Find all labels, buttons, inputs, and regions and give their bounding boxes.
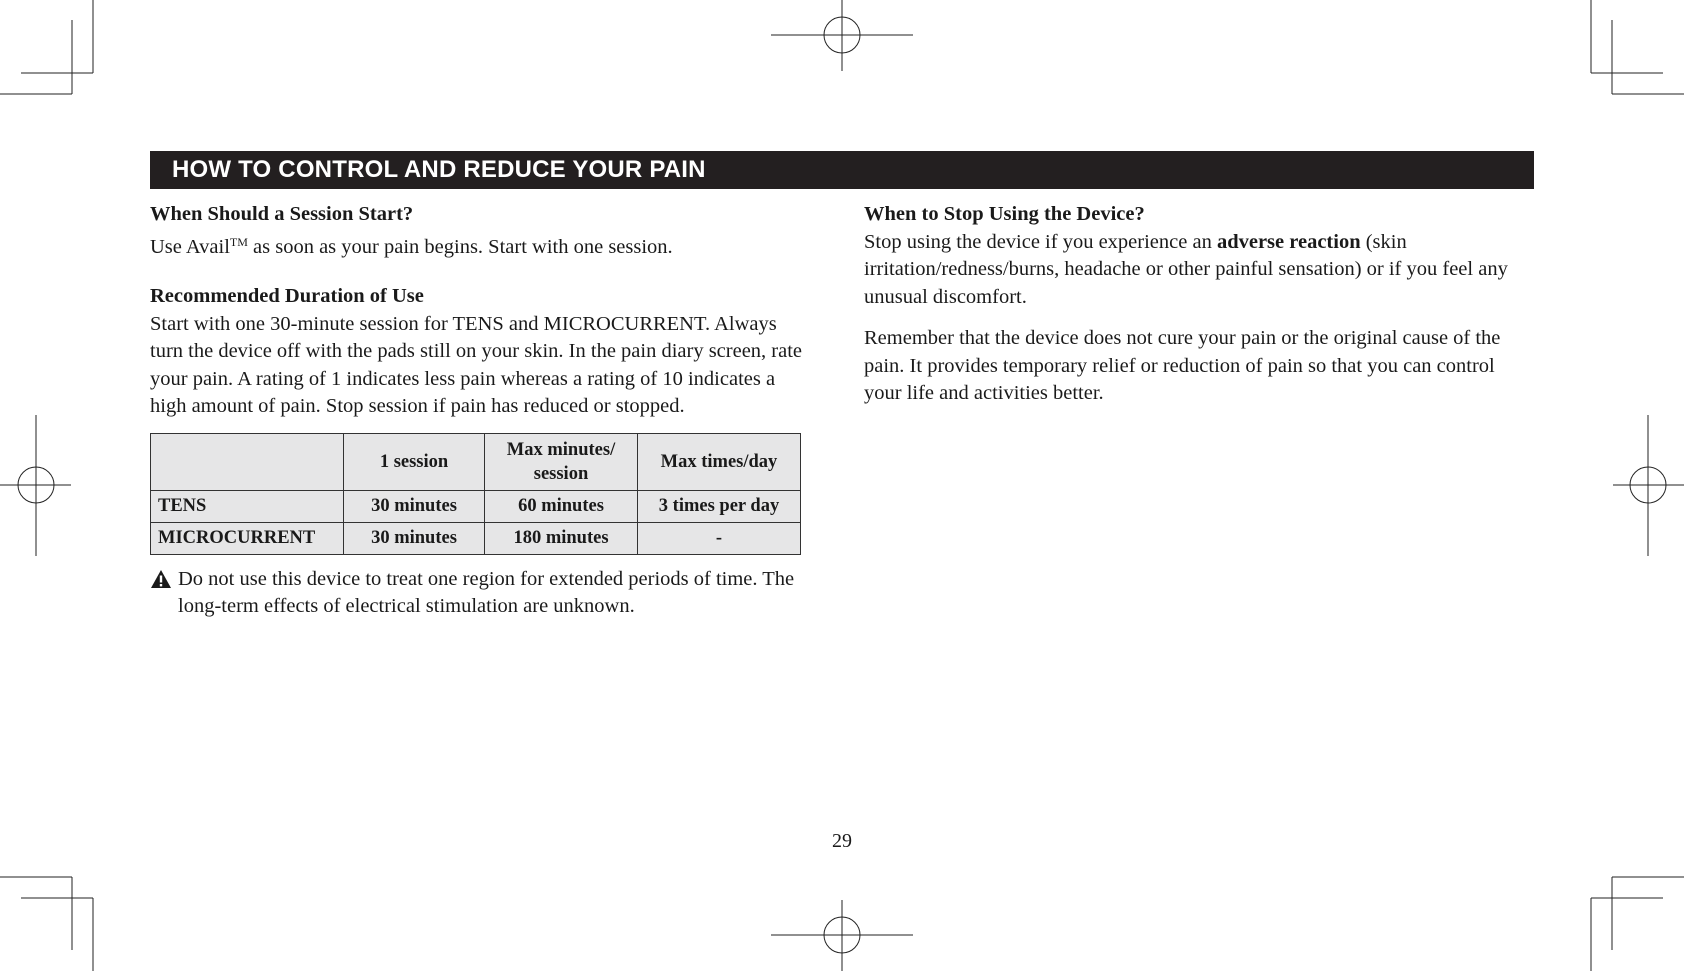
stop-using-text-b: (skin irritation/redness/burns, headache or other painful sensation) or if you feel any unusual discomfort. (864, 230, 1508, 308)
right-column (864, 201, 1534, 408)
table-cell: 30 minutes (344, 522, 485, 554)
table-cell: 30 minutes (344, 490, 485, 522)
warning-text: Do not use this device to treat one region for extended periods of time. The long-term effects of electrical stimulation are unknown. (178, 567, 795, 617)
page-number: 29 (832, 830, 852, 852)
session-start-text-a: Use Avail (150, 235, 230, 258)
recommended-duration-text: Start with one 30-minute session for TENS and MICROCURRENT. Always turn the device off with the pads still on your skin. In the pain diary screen, rate your pain. A rating of 1 indicates less pain whereas a rating of 10 indicates a high amount of pain. Stop session if pain has reduced or stopped. (150, 312, 803, 417)
stop-using-text (864, 229, 1534, 312)
duration-table (150, 433, 801, 555)
heading-stop-using: When to Stop Using the Device? (864, 203, 1145, 225)
warning-note (150, 566, 805, 621)
trademark-symbol: TM (229, 234, 248, 249)
table-header-row (151, 433, 801, 490)
session-start-text (150, 229, 805, 262)
table-row (151, 522, 801, 554)
warning-triangle-icon (150, 566, 178, 621)
stop-using-text-a: Stop using the device if you experience an (864, 230, 1217, 253)
table-cell: 60 minutes (485, 490, 638, 522)
table-header-cell: Max times/day (638, 433, 801, 490)
table-cell: 3 times per day (638, 490, 801, 522)
table-header-cell: Max minutes/ session (485, 433, 638, 490)
adverse-reaction-term: adverse reaction (1216, 230, 1361, 253)
remember-text: Remember that the device does not cure your pain or the original cause of the pain. It provides temporary relief or reduction of pain so that you can control your life and activities better. (864, 327, 1501, 404)
heading-recommended-duration: Recommended Duration of Use (150, 285, 424, 307)
table-cell: 180 minutes (485, 522, 638, 554)
table-header-cell: 1 session (344, 433, 485, 490)
table-cell: - (638, 522, 801, 554)
table-cell: TENS (151, 490, 344, 522)
left-column (150, 201, 805, 621)
table-cell: MICROCURRENT (151, 522, 344, 554)
heading-session-start: When Should a Session Start? (150, 203, 414, 225)
section-banner: HOW TO CONTROL AND REDUCE YOUR PAIN (150, 151, 1534, 189)
table-row (151, 490, 801, 522)
session-start-text-b: as soon as your pain begins. Start with one session. (247, 235, 673, 258)
table-header-cell (151, 433, 344, 490)
